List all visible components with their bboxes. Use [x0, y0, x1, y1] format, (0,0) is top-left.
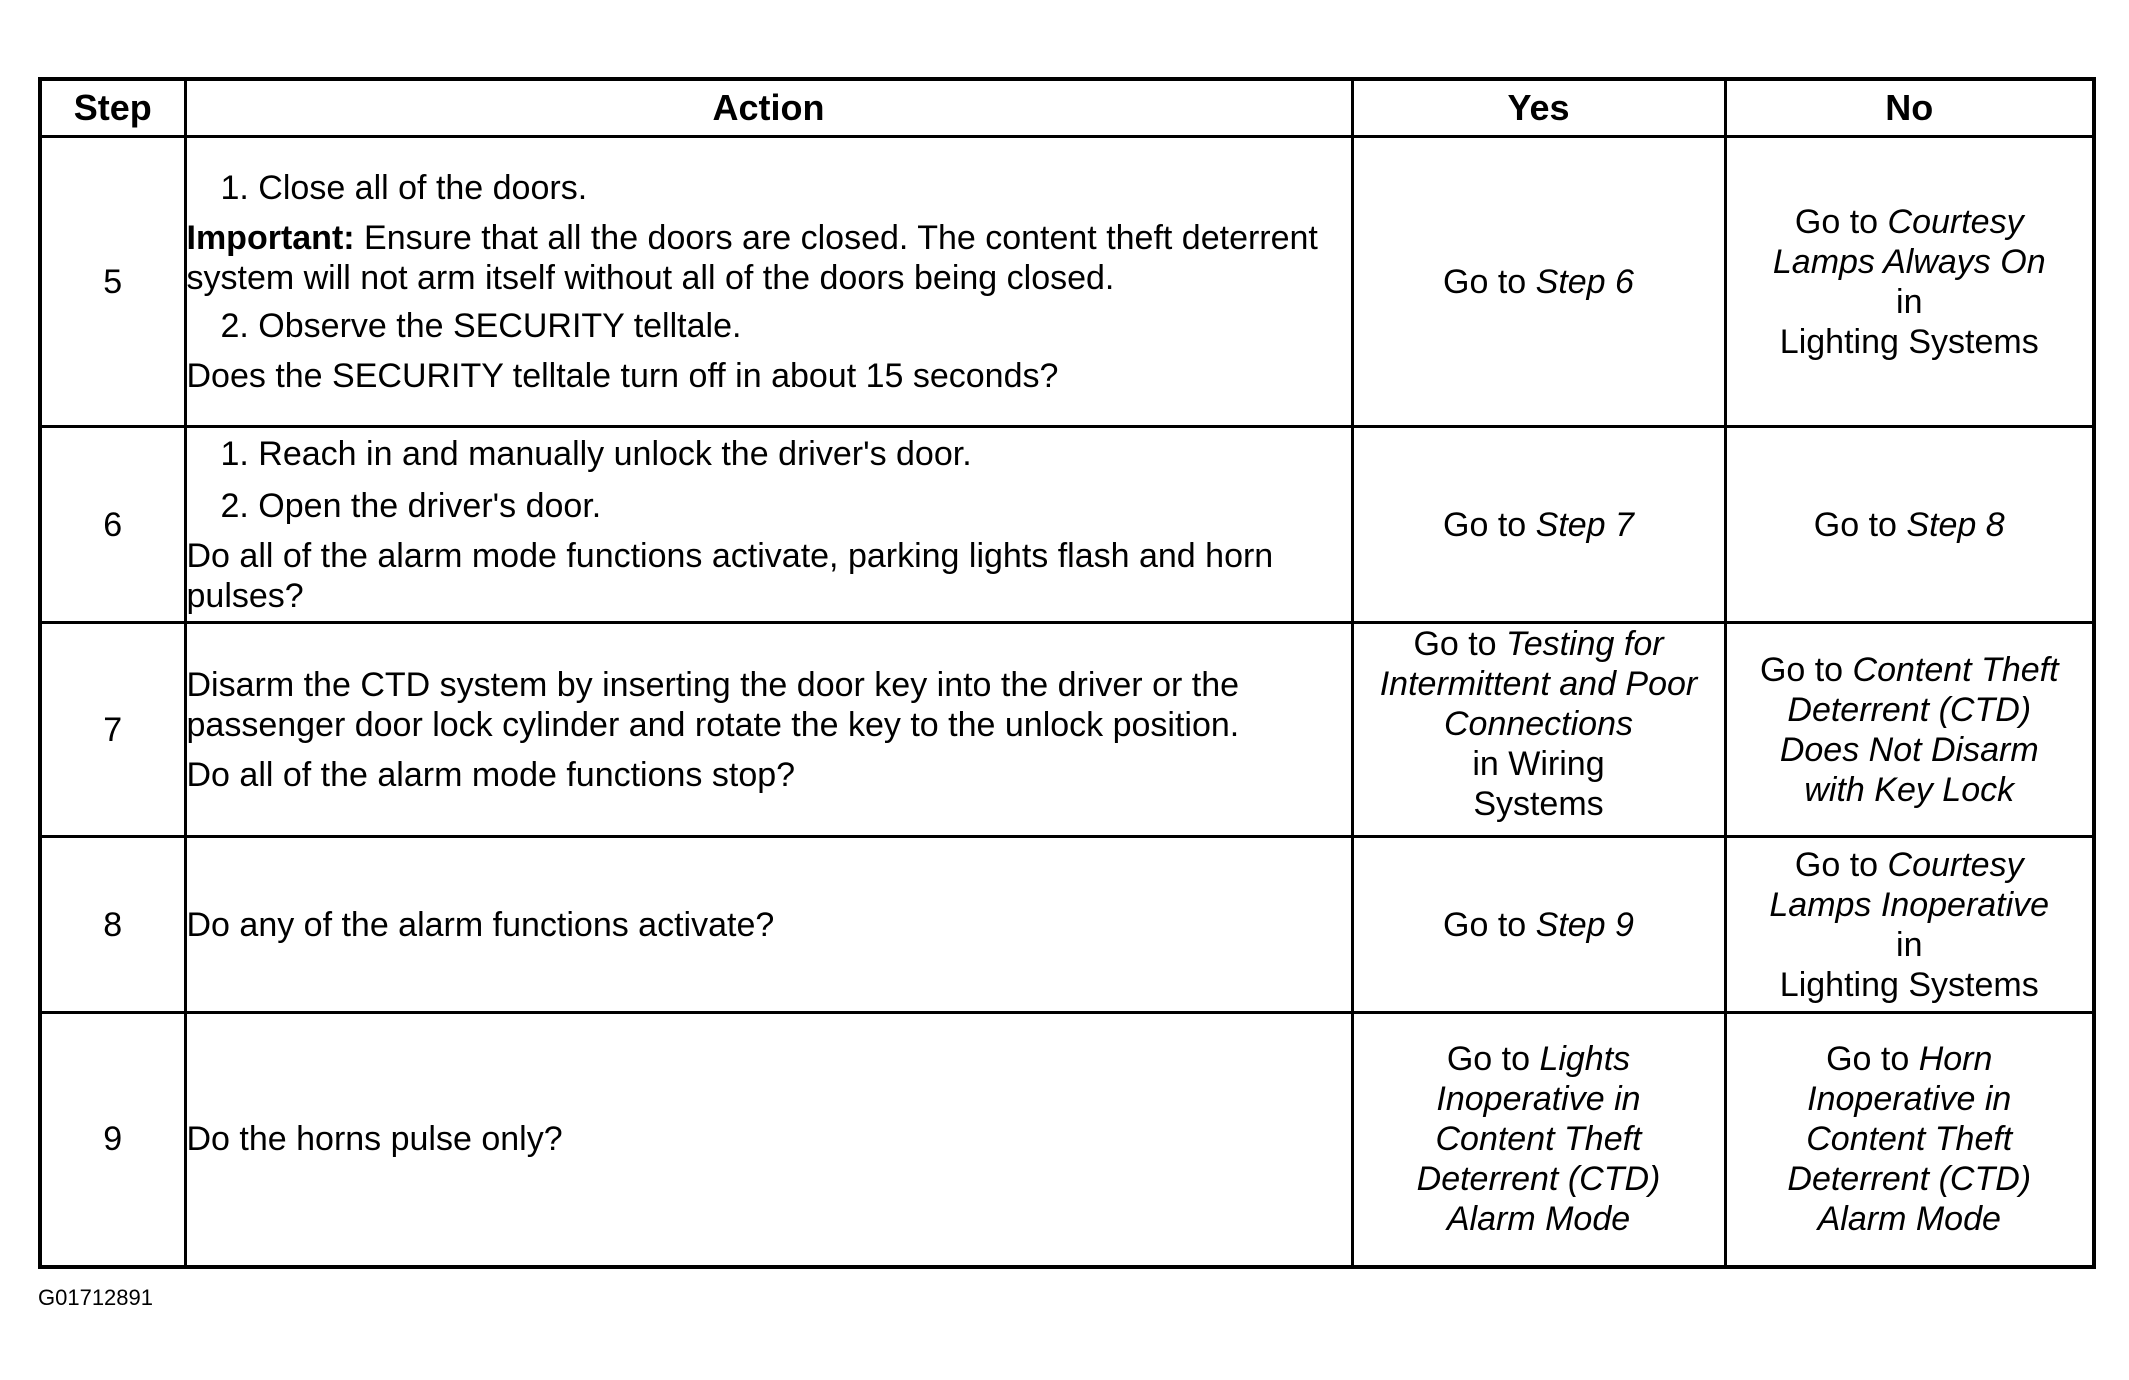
goto-target: Alarm Mode [1446, 1200, 1631, 1239]
goto-prefix: Go to [1443, 262, 1536, 301]
action-cell [185, 623, 1352, 837]
goto-prefix: Go to [1794, 845, 1888, 884]
action-text: Disarm the CTD system by inserting the door key into the driver or the passenger door lock cylinder and rotate the key to the unlock position. [186, 665, 1240, 744]
goto-target: Step 7 [1535, 505, 1634, 544]
goto-prefix: Go to [1759, 650, 1853, 689]
action-item: 1. Close all of the doors. [220, 168, 588, 207]
yes-link[interactable] [1354, 624, 1724, 824]
goto-target: Content Theft [1435, 1120, 1642, 1159]
goto-target: Does Not Disarm [1779, 730, 2039, 769]
header-no: No [1725, 79, 2094, 137]
goto-prefix: Go to [1443, 905, 1536, 944]
goto-target: with Key Lock [1804, 770, 2015, 809]
goto-target: Courtesy [1887, 202, 2024, 241]
goto-target: Deterrent (CTD) [1787, 690, 2032, 729]
action-cell [185, 137, 1352, 427]
no-link[interactable] [1727, 650, 2093, 810]
goto-target: Courtesy [1887, 845, 2024, 884]
header-step: Step [40, 79, 185, 137]
important-text: Ensure that all the doors are closed. The content theft deterrent system will not arm itself without all of the doors being closed. [186, 218, 1318, 297]
action-cell [185, 837, 1352, 1013]
goto-target: Content Theft [1806, 1120, 2013, 1159]
no-cell [1725, 837, 2094, 1013]
step-number: 8 [40, 837, 185, 1013]
step-number: 5 [40, 137, 185, 427]
step-number: 6 [40, 427, 185, 623]
action-item: 1. Reach in and manually unlock the driver's door. [220, 434, 972, 473]
goto-target: Lamps Inoperative [1769, 885, 2050, 924]
table-row [40, 837, 2094, 1013]
yes-cell [1352, 1013, 1725, 1267]
no-link[interactable] [1727, 1039, 2093, 1239]
goto-prefix: Go to [1813, 505, 1907, 544]
action-question: Do all of the alarm mode functions stop? [186, 755, 796, 794]
diagnostic-table [38, 77, 2096, 1269]
goto-target: Intermittent and Poor [1379, 665, 1698, 703]
step-number: 9 [40, 1013, 185, 1267]
important-label: Important: [186, 218, 355, 257]
goto-in: in Wiring [1472, 745, 1605, 783]
goto-prefix: Go to [1794, 202, 1888, 241]
action-item: 2. Open the driver's door. [220, 486, 602, 525]
action-cell [185, 427, 1352, 623]
no-link[interactable] [1814, 506, 2005, 544]
goto-target: Deterrent (CTD) [1787, 1160, 2032, 1199]
goto-system: Systems [1473, 785, 1604, 823]
header-action: Action [185, 79, 1352, 137]
table-row [40, 623, 2094, 837]
yes-cell [1352, 623, 1725, 837]
goto-in: in [1896, 282, 1923, 321]
no-link[interactable] [1727, 845, 2093, 1005]
yes-link[interactable] [1443, 263, 1634, 301]
yes-link[interactable] [1443, 906, 1634, 944]
goto-target: Inoperative in [1436, 1080, 1641, 1119]
action-cell [185, 1013, 1352, 1267]
no-cell [1725, 1013, 2094, 1267]
action-item: 2. Observe the SECURITY telltale. [220, 306, 742, 345]
no-cell [1725, 427, 2094, 623]
no-cell [1725, 137, 2094, 427]
goto-target: Horn [1918, 1040, 1993, 1079]
goto-prefix: Go to [1443, 505, 1536, 544]
action-question: Do the horns pulse only? [186, 1120, 563, 1159]
yes-link[interactable] [1354, 1039, 1724, 1239]
action-question: Do any of the alarm functions activate? [186, 905, 775, 944]
goto-target: Content Theft [1852, 650, 2059, 689]
no-link[interactable] [1727, 202, 2093, 362]
goto-target: Connections [1443, 705, 1633, 743]
yes-cell [1352, 837, 1725, 1013]
goto-target: Step 8 [1906, 505, 2005, 544]
yes-link[interactable] [1443, 506, 1634, 544]
goto-target: Alarm Mode [1817, 1200, 2001, 1239]
goto-target: Step 6 [1535, 262, 1634, 301]
no-cell [1725, 623, 2094, 837]
step-number: 7 [40, 623, 185, 837]
figure-id: G01712891 [38, 1285, 153, 1310]
goto-target: Inoperative in [1807, 1080, 2012, 1119]
goto-target: Testing for [1506, 625, 1664, 663]
goto-prefix: Go to [1826, 1040, 1919, 1079]
goto-system: Lighting Systems [1779, 322, 2039, 361]
table-row [40, 137, 2094, 427]
goto-prefix: Go to [1413, 625, 1507, 663]
goto-system: Lighting Systems [1779, 965, 2039, 1004]
action-question: Does the SECURITY telltale turn off in about 15 seconds? [186, 356, 1059, 395]
header-yes: Yes [1352, 79, 1725, 137]
table-row [40, 1013, 2094, 1267]
yes-cell [1352, 137, 1725, 427]
goto-in: in [1896, 925, 1923, 964]
important-note [187, 218, 1351, 298]
table-row [40, 427, 2094, 623]
goto-target: Lights [1539, 1040, 1631, 1079]
goto-prefix: Go to [1446, 1040, 1540, 1079]
goto-target: Lamps Always On [1772, 242, 2046, 281]
header-row [40, 79, 2094, 137]
yes-cell [1352, 427, 1725, 623]
goto-target: Step 9 [1535, 905, 1634, 944]
goto-target: Deterrent (CTD) [1416, 1160, 1661, 1199]
action-question: Do all of the alarm mode functions activate, parking lights flash and horn pulses? [186, 536, 1274, 615]
